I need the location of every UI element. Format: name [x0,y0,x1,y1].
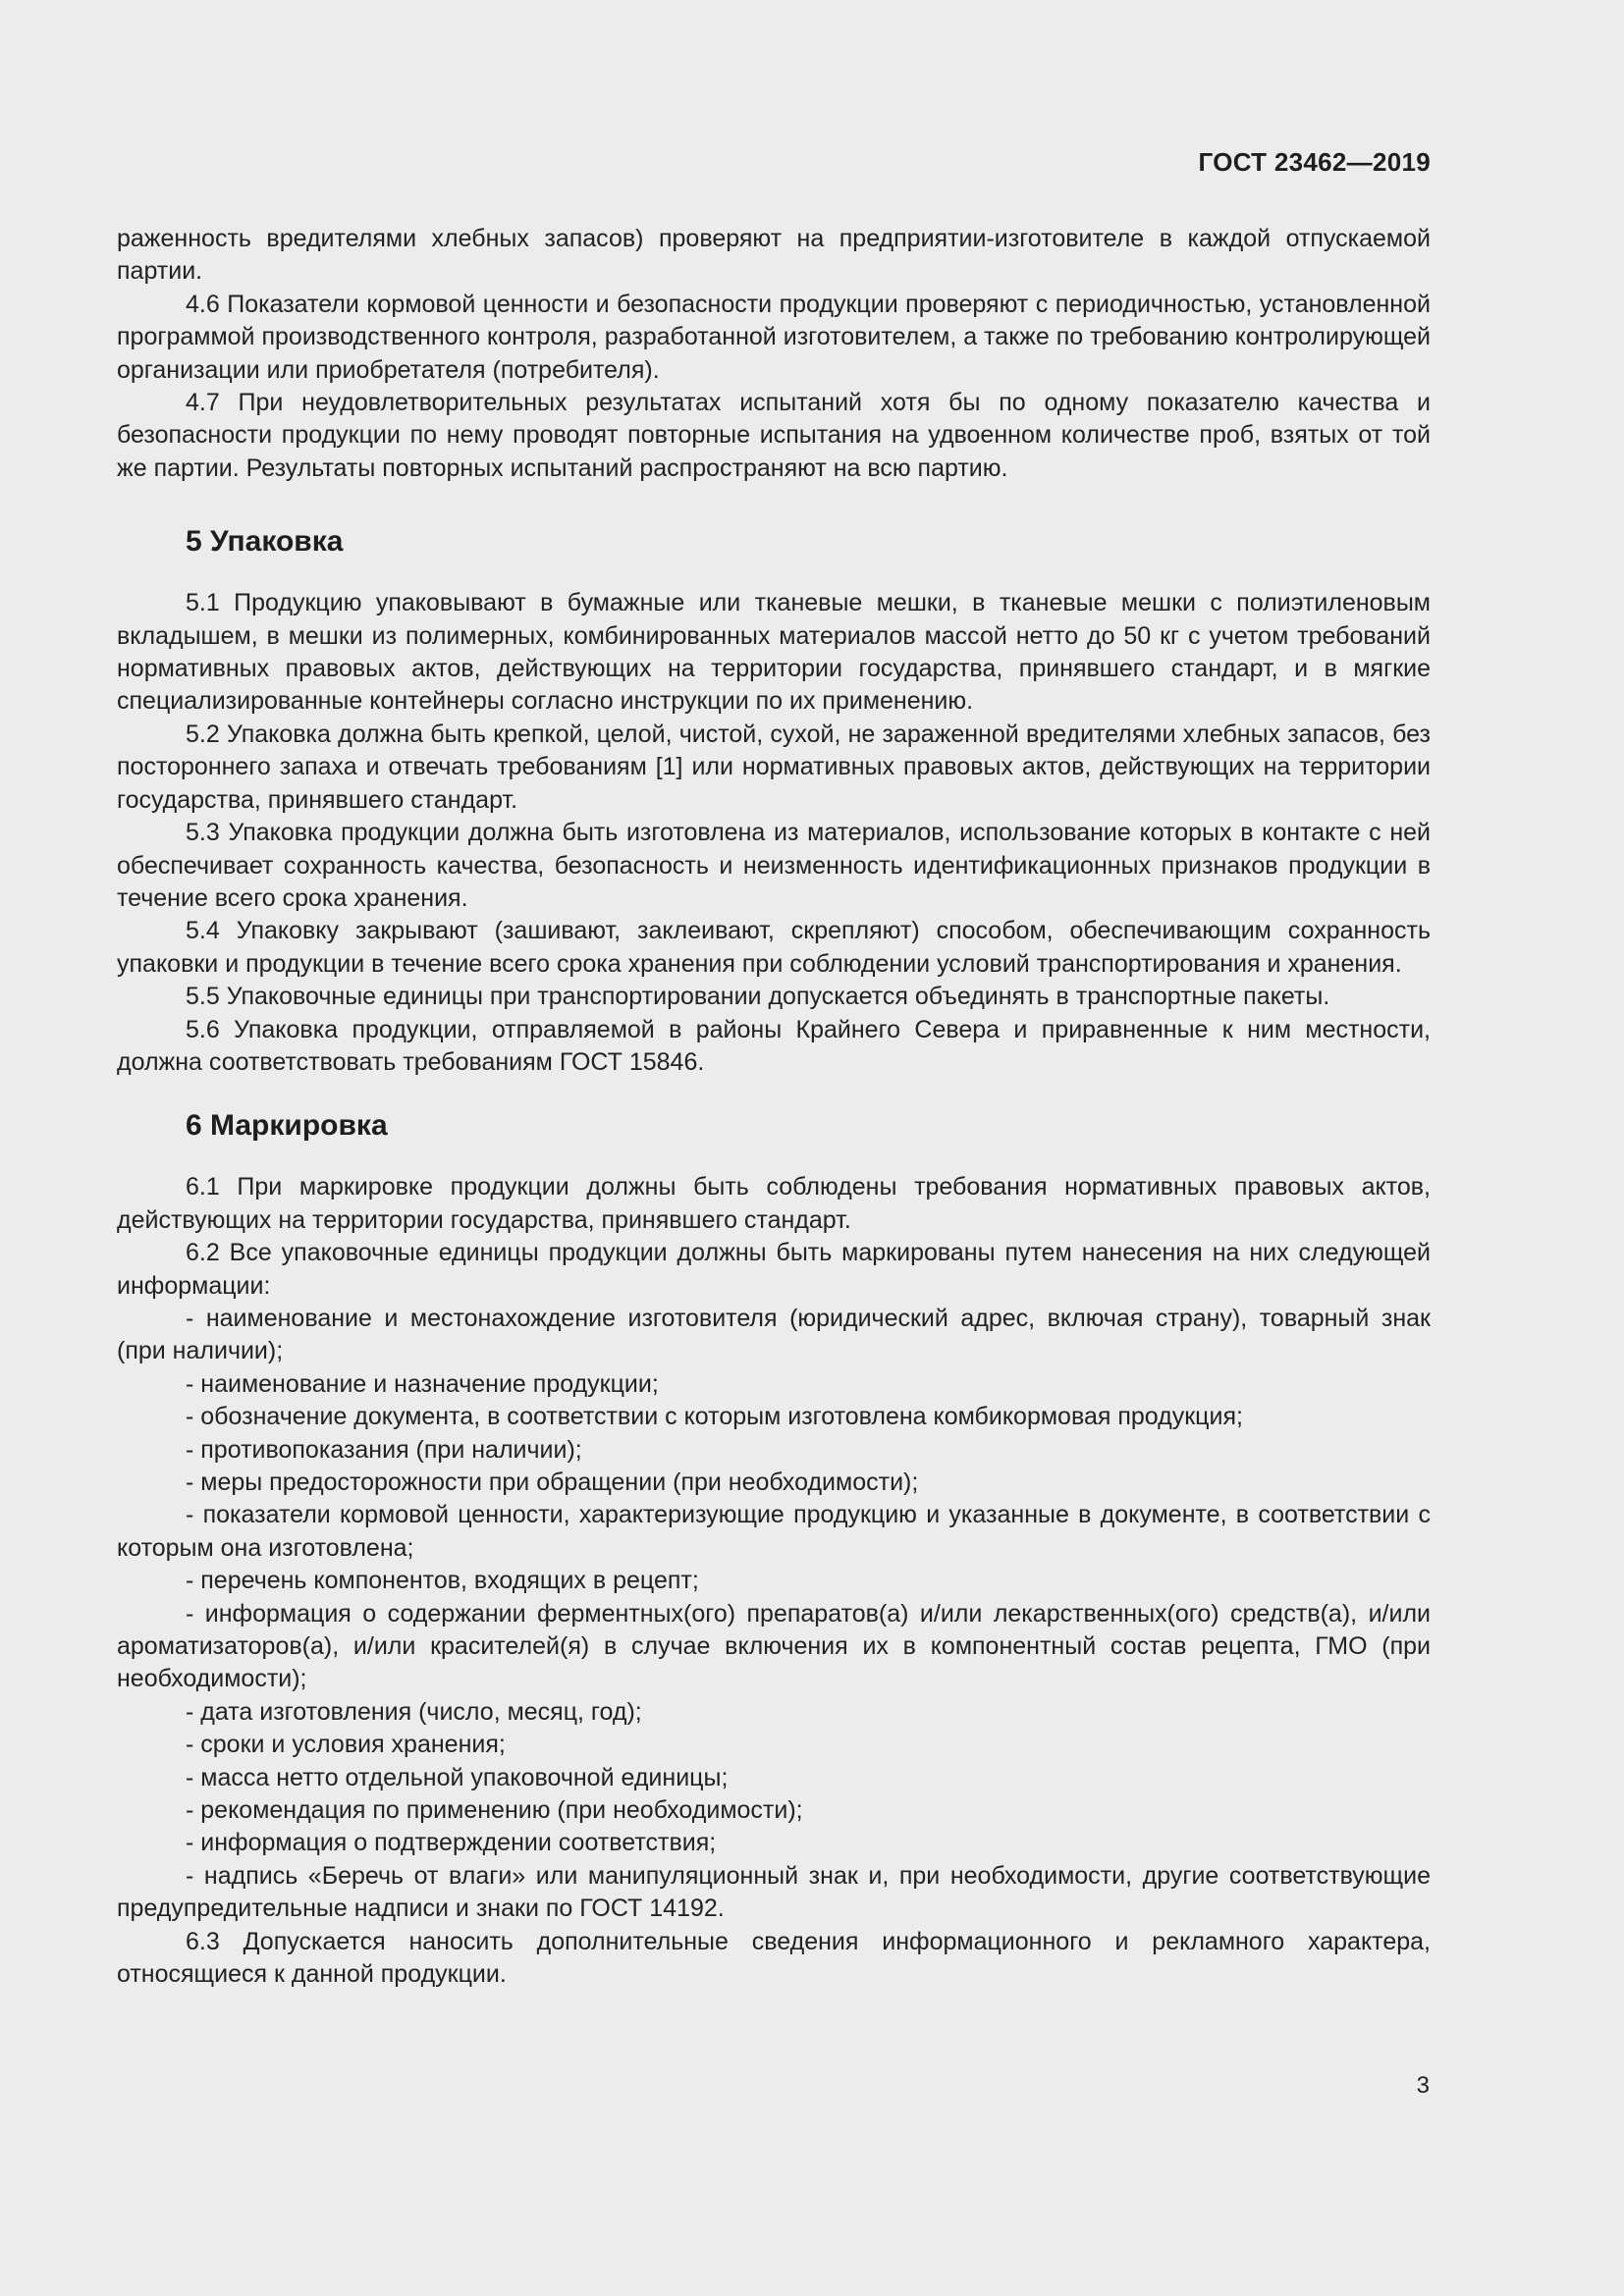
list-item: - показатели кормовой ценности, характеризующие продукцию и указанные в документе, в соответствии с которым она изготовлена; [117,1501,1431,1562]
paragraph-4-7: 4.7 При неудовлетворительных результатах испытаний хотя бы по одному показателю качества и безопасности продукции по нему проводят повторные испытания на удвоенном количестве проб, взятых от той же партии. Результаты повторных испытаний распространяют на всю партию. [117,389,1431,482]
marking-info-list [117,1303,1431,1926]
document-body [117,223,1431,1992]
list-item: - рекомендация по применению (при необходимости); [186,1796,803,1825]
paragraph-5-4: 5.4 Упаковку закрывают (зашивают, заклеивают, скрепляют) способом, обеспечивающим сохранность упаковки и продукции в течение всего срока хранения при соблюдении условий транспортирования и хранения. [117,917,1431,978]
list-item: - перечень компонентов, входящих в рецепт; [186,1567,699,1595]
paragraph-6-1: 6.1 При маркировке продукции должны быть соблюдены требования нормативных правовых актов, действующих на территории государства, принявшего стандарт. [117,1173,1431,1234]
list-item: - масса нетто отдельной упаковочной единицы; [186,1763,729,1791]
list-item: - дата изготовления (число, месяц, год); [186,1697,642,1726]
paragraph-5-2: 5.2 Упаковка должна быть крепкой, целой, чистой, сухой, не зараженной вредителями хлебных запасов, без постороннего запаха и отвечать требованиям [1] или нормативных правовых актов, действующих на территории государства, принявшего стандарт. [117,720,1431,814]
list-item: - информация о подтверждении соответствия; [186,1829,717,1857]
list-item: - обозначение документа, в соответствии с которым изготовлена комбикормовая продукция; [186,1403,1243,1431]
paragraph-continuation: раженность вредителями хлебных запасов) проверяют на предприятии-изготовителе в каждой отпускаемой партии. [117,225,1431,286]
paragraph-5-1: 5.1 Продукцию упаковывают в бумажные или тканевые мешки, в тканевые мешки с полиэтиленовым вкладышем, в мешки из полимерных, комбинированных материалов массой нетто до 50 кг с учетом требований нормативных правовых актов, действующих на территории государства, принявшего стандарт, и в мягкие специализированные контейнеры согласно инструкции по их применению. [117,589,1431,716]
paragraph-5-5: 5.5 Упаковочные единицы при транспортировании допускается объединять в транспортные пакеты. [186,983,1330,1011]
section-heading-marking: 6 Маркировка [186,1109,388,1143]
list-item: - наименование и назначение продукции; [186,1369,659,1398]
list-item: - надпись «Беречь от влаги» или манипуляционный знак и, при необходимости, другие соответствующие предупредительные надписи и знаки по ГОСТ 14192. [117,1861,1431,1923]
list-item: - наименование и местонахождение изготовителя (юридический адрес, включая страну), товарный знак (при наличии); [117,1304,1431,1365]
paragraph-4-6: 4.6 Показатели кормовой ценности и безопасности продукции проверяют с периодичностью, установленной программой производственного контроля, разработанной изготовителем, а также по требованию контролирующей организации или приобретателя (потребителя). [117,290,1431,384]
page-number: 3 [1416,2072,1430,2099]
paragraph-5-3: 5.3 Упаковка продукции должна быть изготовлена из материалов, использование которых в контакте с ней обеспечивает сохранность качества, безопасность и неизменность идентификационных признаков продукции в течение всего срока хранения. [117,819,1431,912]
paragraph-5-6: 5.6 Упаковка продукции, отправляемой в районы Крайнего Севера и приравненные к ним местности, должна соответствовать требованиям ГОСТ 15846. [117,1015,1431,1076]
paragraph-6-2: 6.2 Все упаковочные единицы продукции должны быть маркированы путем нанесения на них следующей информации: [117,1239,1431,1300]
list-item: - меры предосторожности при обращении (при необходимости); [186,1468,919,1496]
list-item: - противопоказания (при наличии); [186,1435,582,1464]
section-heading-packaging: 5 Упаковка [186,525,344,559]
list-item: - информация о содержании ферментных(ого) препаратов(а) и/или лекарственных(ого) средств(а), и/или ароматизаторов(а), и/или красителей(я) в случае включения их в компонентный состав рецепта, ГМО (при необходимости); [117,1599,1431,1693]
paragraph-6-3: 6.3 Допускается наносить дополнительные сведения информационного и рекламного характера, относящиеся к данной продукции. [117,1927,1431,1989]
list-item: - сроки и условия хранения; [186,1731,506,1759]
document-id-header: ГОСТ 23462—2019 [1198,147,1431,177]
